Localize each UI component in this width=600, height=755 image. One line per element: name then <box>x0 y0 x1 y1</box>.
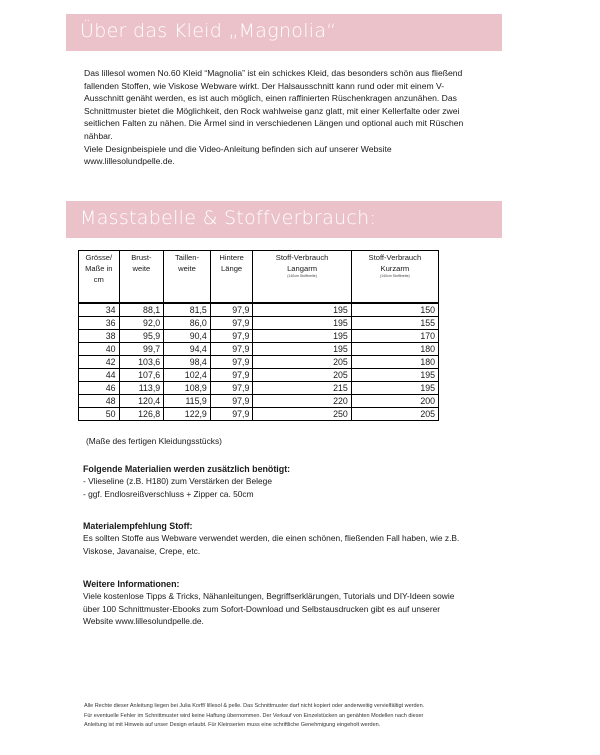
footer-line: Anleitung ist mit Hinweis auf unser Design erlaubt. Für Kleinserien muss eine schriftliche Genehmigung eingeholt werden. <box>84 722 381 729</box>
table-cell: 97,9 <box>210 369 253 382</box>
size-table <box>78 250 439 421</box>
table-cell: 150 <box>351 303 438 317</box>
table-header-cell <box>119 251 164 304</box>
header-text: Langarm <box>287 264 318 273</box>
table-cell: 44 <box>79 369 120 382</box>
table-cell: 48 <box>79 395 120 408</box>
fabric-line: Es sollten Stoffe aus Webware verwendet werden, die einen schönen, fließenden Fall haben, wie z.B. <box>83 533 460 543</box>
intro-line: Schnittmuster bietet die Möglichkeit, den Rock wahlweise ganz glatt, mit einer Kellerfalte oder zwei <box>84 105 460 116</box>
table-row <box>79 369 439 382</box>
header-subnote: (140cm Stoffbreite) <box>287 274 317 278</box>
table-row <box>79 356 439 369</box>
header-subnote: (140cm Stoffbreite) <box>380 274 410 278</box>
table-cell: 200 <box>351 395 438 408</box>
table-note: (Maße des fertigen Kleidungsstücks) <box>86 436 222 446</box>
intro-paragraph <box>84 67 516 168</box>
table-cell: 98,4 <box>164 356 211 369</box>
intro-link[interactable]: www.lillesolundpelle.de. <box>84 156 175 167</box>
table-cell: 97,9 <box>210 395 253 408</box>
table-cell: 97,9 <box>210 343 253 356</box>
table-cell: 170 <box>351 330 438 343</box>
info-line[interactable]: Website www.lillesolundpelle.de. <box>83 616 204 627</box>
table-row <box>79 382 439 395</box>
table-cell: 155 <box>351 317 438 330</box>
section-title-size-table: Masstabelle & Stoffverbrauch: <box>80 207 377 229</box>
table-row <box>79 330 439 343</box>
table-cell: 122,9 <box>164 408 211 421</box>
header-text: Grösse/ <box>85 253 113 262</box>
table-cell: 34 <box>79 303 120 317</box>
table-cell: 42 <box>79 356 120 369</box>
table-cell: 95,9 <box>119 330 164 343</box>
table-cell: 250 <box>253 408 351 421</box>
header-text: Kurzarm <box>380 264 410 273</box>
table-cell: 97,9 <box>210 408 253 421</box>
header-text: weite <box>178 264 196 273</box>
fabric-title: Materialempfehlung Stoff: <box>83 521 193 531</box>
table-header-cell <box>79 251 120 304</box>
table-cell: 94,4 <box>164 343 211 356</box>
header-text: Stoff-Verbrauch <box>275 253 329 262</box>
header-text: Stoff-Verbrauch <box>368 253 422 262</box>
table-cell: 126,8 <box>119 408 164 421</box>
table-cell: 81,5 <box>164 303 211 317</box>
table-cell: 205 <box>253 369 351 382</box>
table-cell: 102,4 <box>164 369 211 382</box>
header-text: Länge <box>221 264 243 273</box>
table-cell: 108,9 <box>164 382 211 395</box>
table-cell: 50 <box>79 408 120 421</box>
header-text: Maße in <box>85 264 113 273</box>
table-cell: 92,0 <box>119 317 164 330</box>
table-row <box>79 408 439 421</box>
fabric-line: Viskose, Javanaise, Crepe, etc. <box>83 545 201 556</box>
table-cell: 195 <box>351 382 438 395</box>
table-cell: 180 <box>351 343 438 356</box>
fabric-section <box>83 520 523 557</box>
table-cell: 99,7 <box>119 343 164 356</box>
table-row <box>79 395 439 408</box>
table-cell: 195 <box>351 369 438 382</box>
table-cell: 86,0 <box>164 317 211 330</box>
table-cell: 120,4 <box>119 395 164 408</box>
table-cell: 195 <box>253 303 351 317</box>
table-cell: 97,9 <box>210 303 253 317</box>
table-cell: 36 <box>79 317 120 330</box>
info-section <box>83 578 523 628</box>
table-cell: 107,6 <box>119 369 164 382</box>
table-cell: 195 <box>253 317 351 330</box>
materials-item: - Vlieseline (z.B. H180) zum Verstärken der Belege <box>83 476 272 486</box>
intro-line: fallenden Stoffen, wie Viskose Webware wirkt. Der Halsausschnitt kann rund oder mit einem V- <box>84 80 445 91</box>
table-header-cell <box>351 251 438 304</box>
table-cell: 220 <box>253 395 351 408</box>
materials-item: - ggf. Endlosreißverschluss + Zipper ca. 50cm <box>83 488 254 499</box>
table-cell: 180 <box>351 356 438 369</box>
table-cell: 46 <box>79 382 120 395</box>
header-text: Brust- <box>131 253 152 262</box>
table-cell: 195 <box>253 330 351 343</box>
table-cell: 97,9 <box>210 356 253 369</box>
table-header-row <box>79 251 439 304</box>
header-text: weite <box>132 264 151 273</box>
table-cell: 205 <box>351 408 438 421</box>
table-cell: 195 <box>253 343 351 356</box>
table-cell: 97,9 <box>210 330 253 343</box>
materials-section <box>83 463 523 500</box>
table-cell: 88,1 <box>119 303 164 317</box>
table-cell: 97,9 <box>210 317 253 330</box>
footer-line: Für eventuelle Fehler im Schnittmuster wird keine Haftung übernommen. Der Verkauf von Einzelstücken an genähten Modellen nach dieser <box>84 712 424 719</box>
table-cell: 215 <box>253 382 351 395</box>
table-cell: 40 <box>79 343 120 356</box>
section-title-about: Über das Kleid „Magnolia“ <box>80 20 337 42</box>
section-banner-about <box>66 14 502 51</box>
header-text: Hintere <box>219 253 244 262</box>
header-text: cm <box>93 275 104 284</box>
section-banner-size-table <box>66 201 502 238</box>
intro-line: Viele Designbeispiele und die Video-Anleitung befinden sich auf unserer Website <box>84 143 392 154</box>
table-cell: 103,6 <box>119 356 164 369</box>
copyright-footer <box>84 702 520 731</box>
footer-line: Alle Rechte dieser Anleitung liegen bei Julia Korff/ lillesol & pelle. Das Schnittmuster darf nicht kopiert oder anderweitig vervielfältigt werden. <box>84 703 425 709</box>
table-header-cell <box>210 251 253 304</box>
intro-line: Ausschnitt genäht werden, es ist auch möglich, einen raffinierten Rüschenkragen anzunähen. Das <box>84 93 457 104</box>
table-header-cell <box>164 251 211 304</box>
info-line: über 100 Schnittmuster-Ebooks zum Sofort-Download und Selbstausdrucken gibt es auf unserer <box>83 603 441 614</box>
table-cell: 205 <box>253 356 351 369</box>
table-cell: 115,9 <box>164 395 211 408</box>
table-cell: 90,4 <box>164 330 211 343</box>
intro-line: seitlichen Falten zu nähen. Die Ärmel sind in verschiedenen Längen und optional auch mit Rüschen <box>84 118 464 129</box>
table-row <box>79 303 439 317</box>
info-title: Weitere Informationen: <box>83 579 180 589</box>
table-row <box>79 317 439 330</box>
intro-line: nähbar. <box>84 130 113 141</box>
table-header-cell <box>253 251 351 304</box>
table-row <box>79 343 439 356</box>
intro-line: Das lillesol women No.60 Kleid “Magnolia” ist ein schickes Kleid, das besonders schön aus fließend <box>84 68 463 78</box>
table-cell: 97,9 <box>210 382 253 395</box>
info-line: Viele kostenlose Tipps & Tricks, Nähanleitungen, Begriffserklärungen, Tutorials und DIY-Ideen sowie <box>83 591 455 601</box>
header-text: Taillen- <box>174 253 200 262</box>
materials-title: Folgende Materialien werden zusätzlich benötigt: <box>83 464 291 474</box>
table-cell: 113,9 <box>119 382 164 395</box>
table-cell: 38 <box>79 330 120 343</box>
